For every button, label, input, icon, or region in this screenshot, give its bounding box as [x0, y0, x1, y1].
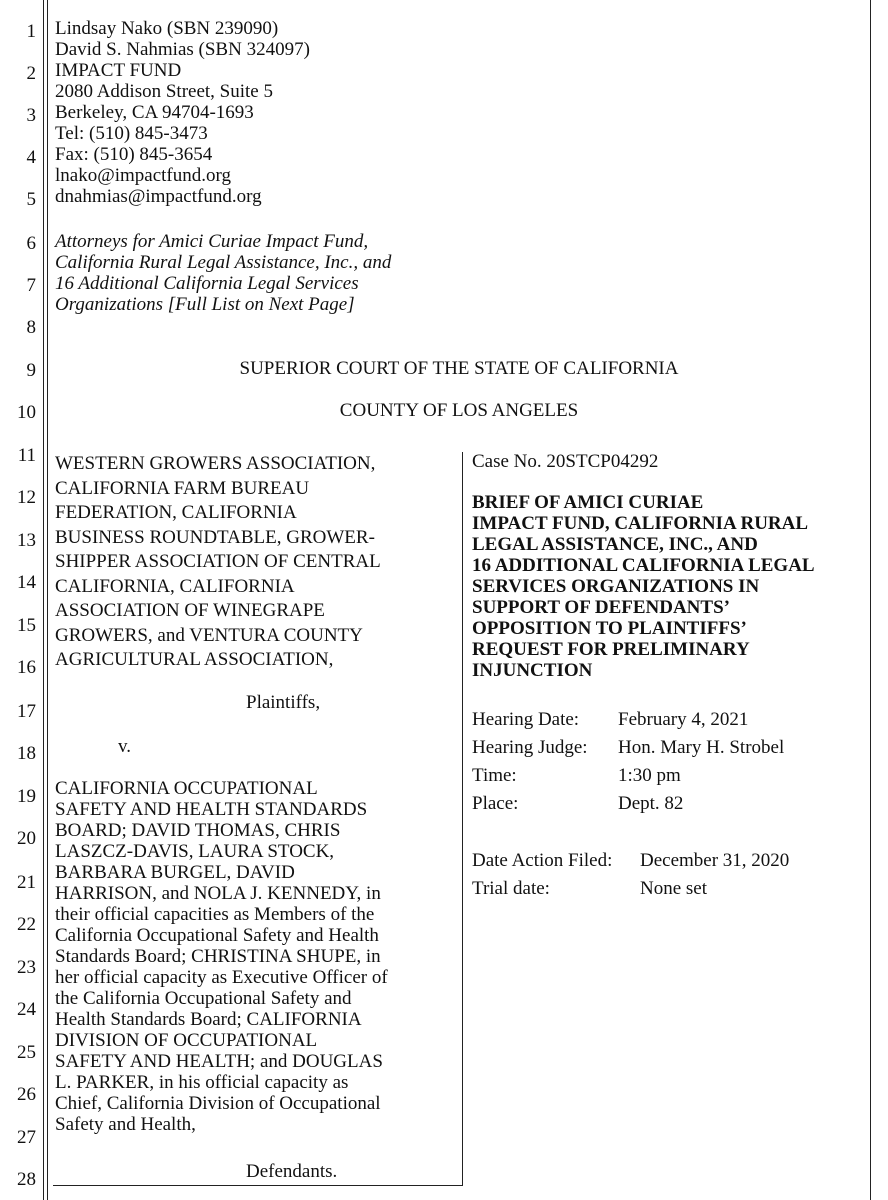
date-filed-label: Date Action Filed: — [472, 850, 613, 871]
brief-title-line: LEGAL ASSISTANCE, INC., AND — [472, 534, 758, 555]
plaintiff-line: CALIFORNIA FARM BUREAU — [55, 477, 310, 499]
versus: v. — [118, 736, 132, 757]
right-margin-rule — [870, 0, 871, 1200]
date-filed-value: December 31, 2020 — [640, 850, 790, 871]
brief-title-line: SUPPORT OF DEFENDANTS’ — [472, 597, 730, 618]
defendant-line: her official capacity as Executive Officer of — [55, 967, 388, 988]
line-number: 22 — [17, 914, 36, 935]
court-county: COUNTY OF LOS ANGELES — [339, 400, 579, 421]
plaintiff-line: AGRICULTURAL ASSOCIATION, — [55, 649, 334, 670]
defendant-line: the California Occupational Safety and — [55, 988, 352, 1009]
case-number: Case No. 20STCP04292 — [472, 451, 659, 472]
defendant-line: Health Standards Board; CALIFORNIA — [55, 1009, 362, 1030]
defendant-line: CALIFORNIA OCCUPATIONAL — [55, 778, 318, 799]
line-number: 18 — [17, 743, 36, 764]
time-label: Time: — [472, 765, 517, 786]
line-number: 8 — [26, 317, 36, 338]
attorney-header — [55, 18, 310, 207]
defendant-line: SAFETY AND HEALTH; and DOUGLAS — [55, 1051, 383, 1072]
left-margin-rule — [43, 0, 44, 1200]
hearing-judge-label: Hearing Judge: — [472, 737, 588, 758]
address-line: Berkeley, CA 94704-1693 — [55, 102, 254, 123]
email: lnako@impactfund.org — [55, 165, 231, 186]
defendant-line: California Occupational Safety and Health — [55, 925, 379, 946]
plaintiff-line: WESTERN GROWERS ASSOCIATION, — [55, 453, 376, 474]
defendant-line: BARBARA BURGEL, DAVID — [55, 862, 295, 883]
plaintiff-line: CALIFORNIA, CALIFORNIA — [55, 575, 295, 597]
line-number: 1 — [26, 21, 36, 42]
line-number: 4 — [26, 147, 36, 168]
place-value: Dept. 82 — [618, 793, 684, 814]
brief-title-line: IMPACT FUND, CALIFORNIA RURAL — [472, 513, 809, 534]
defendant-line: Safety and Health, — [55, 1114, 196, 1135]
defendant-line: Chief, California Division of Occupational — [55, 1093, 381, 1114]
brief-title-line: INJUNCTION — [472, 660, 593, 681]
place-label: Place: — [472, 793, 519, 814]
line-number: 26 — [17, 1084, 36, 1105]
defendant-line: HARRISON, and NOLA J. KENNEDY, in — [55, 883, 381, 904]
plaintiff-line: SHIPPER ASSOCIATION OF CENTRAL — [55, 551, 381, 572]
attorneys-for-line: California Rural Legal Assistance, Inc., and — [55, 252, 392, 273]
line-number: 9 — [26, 360, 36, 381]
plaintiff-line: BUSINESS ROUNDTABLE, GROWER- — [55, 526, 375, 548]
line-number: 11 — [17, 445, 36, 466]
caption-divider — [462, 452, 463, 1185]
line-number: 5 — [26, 189, 36, 210]
brief-title-line: BRIEF OF AMICI CURIAE — [472, 492, 704, 513]
trial-date-label: Trial date: — [472, 878, 550, 899]
defendant-line: L. PARKER, in his official capacity as — [55, 1072, 349, 1093]
firm-name: IMPACT FUND — [55, 60, 182, 81]
line-number: 12 — [17, 487, 36, 508]
defendant-line: Standards Board; CHRISTINA SHUPE, in — [55, 946, 381, 967]
defendant-line: SAFETY AND HEALTH STANDARDS — [55, 799, 368, 820]
defendant-line: BOARD; DAVID THOMAS, CHRIS — [55, 820, 341, 841]
line-number: 21 — [17, 872, 36, 893]
hearing-date-label: Hearing Date: — [472, 709, 580, 730]
line-number: 19 — [17, 786, 36, 807]
line-number: 16 — [17, 657, 36, 678]
brief-title-line: 16 ADDITIONAL CALIFORNIA LEGAL — [472, 555, 815, 576]
plaintiff-line: FEDERATION, CALIFORNIA — [55, 502, 297, 523]
phone: Tel: (510) 845-3473 — [55, 123, 208, 144]
line-number: 14 — [17, 572, 36, 593]
brief-title-line: SERVICES ORGANIZATIONS IN — [472, 576, 760, 597]
line-number: 17 — [17, 701, 36, 722]
left-margin-rule-inner — [47, 0, 48, 1200]
line-number: 24 — [17, 999, 36, 1020]
plaintiff-line: GROWERS, and VENTURA COUNTY — [55, 624, 363, 646]
trial-date-value: None set — [640, 878, 708, 899]
defendants-label: Defendants. — [246, 1161, 338, 1182]
hearing-judge-value: Hon. Mary H. Strobel — [618, 737, 785, 758]
brief-title-line: REQUEST FOR PRELIMINARY — [472, 639, 750, 660]
line-number: 20 — [17, 828, 36, 849]
line-number: 10 — [17, 402, 36, 423]
address-line: 2080 Addison Street, Suite 5 — [55, 81, 273, 102]
fax: Fax: (510) 845-3654 — [55, 144, 213, 165]
defendant-line: DIVISION OF OCCUPATIONAL — [55, 1030, 318, 1051]
plaintiffs-label: Plaintiffs, — [246, 692, 321, 713]
plaintiffs-block — [55, 452, 381, 673]
line-number: 25 — [17, 1042, 36, 1063]
brief-title — [472, 492, 815, 681]
attorneys-for-line: Organizations [Full List on Next Page] — [55, 294, 355, 315]
line-number: 6 — [26, 233, 36, 254]
hearing-date-value: February 4, 2021 — [618, 709, 749, 730]
line-number: 2 — [26, 63, 36, 84]
time-value: 1:30 pm — [618, 765, 681, 786]
line-number: 13 — [17, 530, 36, 551]
line-number: 15 — [17, 615, 36, 636]
attorney-name: Lindsay Nako (SBN 239090) — [55, 18, 279, 39]
defendant-line: their official capacities as Members of the — [55, 904, 375, 925]
court-title: SUPERIOR COURT OF THE STATE OF CALIFORNIA — [239, 358, 679, 379]
attorneys-for-line: Attorneys for Amici Curiae Impact Fund, — [55, 231, 369, 252]
attorney-name: David S. Nahmias (SBN 324097) — [55, 39, 310, 60]
caption-bottom-rule — [53, 1185, 463, 1186]
line-number: 23 — [17, 957, 36, 978]
attorneys-for-line: 16 Additional California Legal Services — [55, 273, 359, 294]
email: dnahmias@impactfund.org — [55, 186, 262, 207]
defendants-block — [55, 778, 388, 1135]
line-number: 28 — [17, 1169, 36, 1190]
line-number: 3 — [26, 105, 36, 126]
defendant-line: LASZCZ-DAVIS, LAURA STOCK, — [55, 841, 335, 862]
line-number: 7 — [26, 275, 36, 296]
plaintiff-line: ASSOCIATION OF WINEGRAPE — [55, 600, 325, 621]
attorneys-for — [55, 231, 391, 315]
brief-title-line: OPPOSITION TO PLAINTIFFS’ — [472, 618, 747, 639]
line-number: 27 — [17, 1127, 36, 1148]
